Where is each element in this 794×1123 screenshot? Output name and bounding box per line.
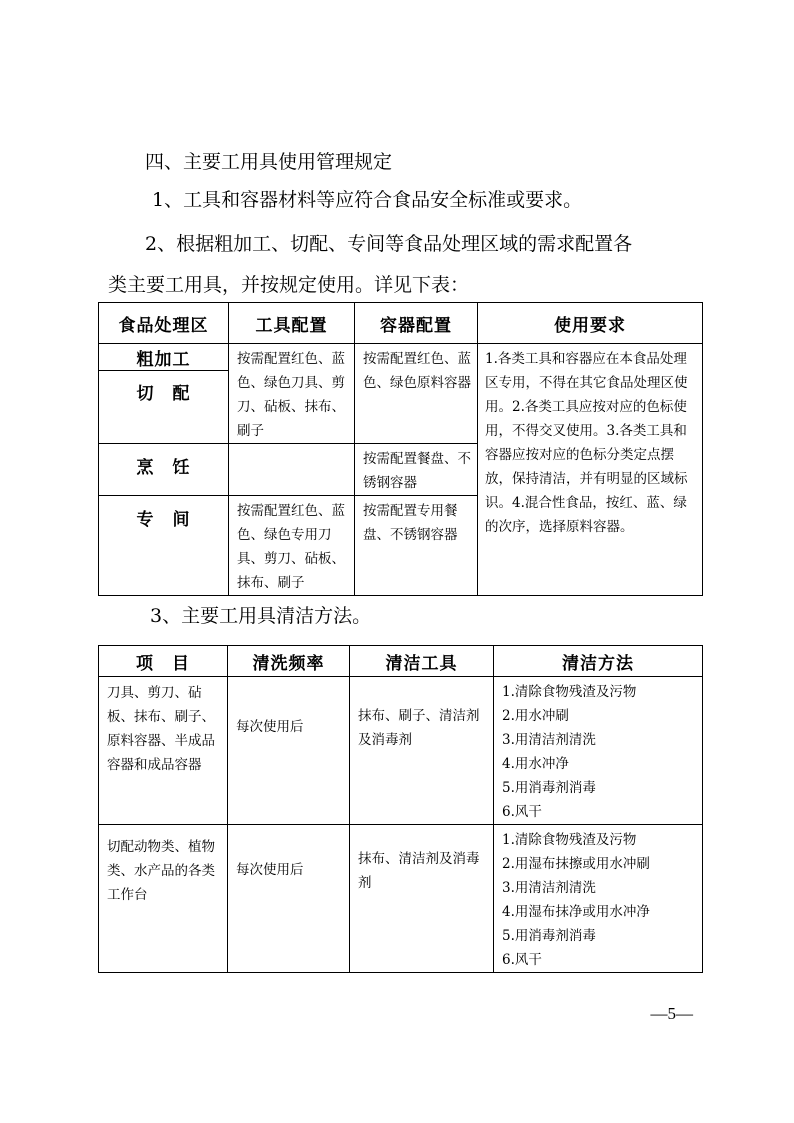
method-step: 4.用水冲净 [502, 756, 569, 772]
tools-cell: 抹布、清洁剂及消毒剂 [350, 825, 494, 973]
frequency-cell: 每次使用后 [228, 825, 350, 973]
item-cell: 刀具、剪刀、砧板、抹布、刷子、原料容器、半成品容器和成品容器 [99, 677, 228, 825]
containers-cell: 按需配置餐盘、不锈钢容器 [355, 444, 478, 496]
containers-cell: 按需配置专用餐盘、不锈钢容器 [355, 496, 478, 596]
area-cell: 切 配 [99, 371, 229, 444]
item-cell: 切配动物类、植物类、水产品的各类工作台 [99, 825, 228, 973]
frequency-cell: 每次使用后 [228, 677, 350, 825]
column-header: 清洗频率 [228, 646, 350, 677]
method-step: 1.清除食物残渣及污物 [502, 832, 637, 848]
method-step: 6.风干 [502, 804, 542, 820]
tool-configuration-table [98, 302, 703, 596]
paragraph-3: 3、主要工用具清洁方法。 [150, 605, 372, 627]
method-step: 3.用清洁剂清洗 [502, 880, 596, 896]
tools-cell: 按需配置红色、蓝色、绿色刀具、剪刀、砧板、抹布、刷子 [229, 344, 355, 444]
section-heading: 四、主要工用具使用管理规定 [145, 151, 393, 173]
method-step: 3.用清洁剂清洗 [502, 732, 596, 748]
tools-cell: 按需配置红色、蓝色、绿色专用刀具、剪刀、砧板、抹布、刷子 [229, 496, 355, 596]
containers-cell: 按需配置红色、蓝色、绿色原料容器 [355, 344, 478, 444]
method-step: 5.用消毒剂消毒 [502, 780, 596, 796]
method-step: 6.风干 [502, 952, 542, 968]
column-header: 项 目 [99, 646, 228, 677]
column-header: 清洁方法 [494, 646, 703, 677]
cleaning-method-table [98, 645, 703, 973]
table-row [99, 825, 703, 973]
tools-cell: 抹布、刷子、清洁剂及消毒剂 [350, 677, 494, 825]
method-step: 4.用湿布抹净或用水冲净 [502, 904, 650, 920]
paragraph-2-line-2: 类主要工用具，并按规定使用。详见下表： [108, 274, 470, 296]
area-cell: 专 间 [99, 496, 229, 596]
methods-cell [494, 825, 703, 973]
column-header: 使用要求 [478, 303, 703, 344]
paragraph-1: 1、工具和容器材料等应符合食品安全标准或要求。 [152, 189, 583, 211]
method-step: 1.清除食物残渣及污物 [502, 684, 637, 700]
area-cell: 烹 饪 [99, 444, 229, 496]
method-step: 2.用湿布抹擦或用水冲刷 [502, 856, 650, 872]
table-header-row [99, 303, 703, 344]
column-header: 食品处理区 [99, 303, 229, 344]
page-number: —5— [650, 1004, 693, 1023]
column-header: 工具配置 [229, 303, 355, 344]
methods-cell [494, 677, 703, 825]
table-row [99, 677, 703, 825]
column-header: 容器配置 [355, 303, 478, 344]
table-row [99, 344, 703, 371]
area-cell: 粗加工 [99, 344, 229, 371]
method-step: 5.用消毒剂消毒 [502, 928, 596, 944]
table-header-row [99, 646, 703, 677]
method-step: 2.用水冲刷 [502, 708, 569, 724]
column-header: 清洁工具 [350, 646, 494, 677]
requirements-cell: 1.各类工具和容器应在本食品处理区专用，不得在其它食品处理区使用。2.各类工具应按对应的色标使用，不得交叉使用。3.各类工具和容器应按对应的色标分类定点摆放，保持清洁，并有明显的区域标识。4.混合性食品，按红、蓝、绿的次序，选择原料容器。 [478, 344, 703, 596]
tools-cell [229, 444, 355, 496]
paragraph-2-line-1: 2、根据粗加工、切配、专间等食品处理区域的需求配置各 [145, 233, 633, 255]
